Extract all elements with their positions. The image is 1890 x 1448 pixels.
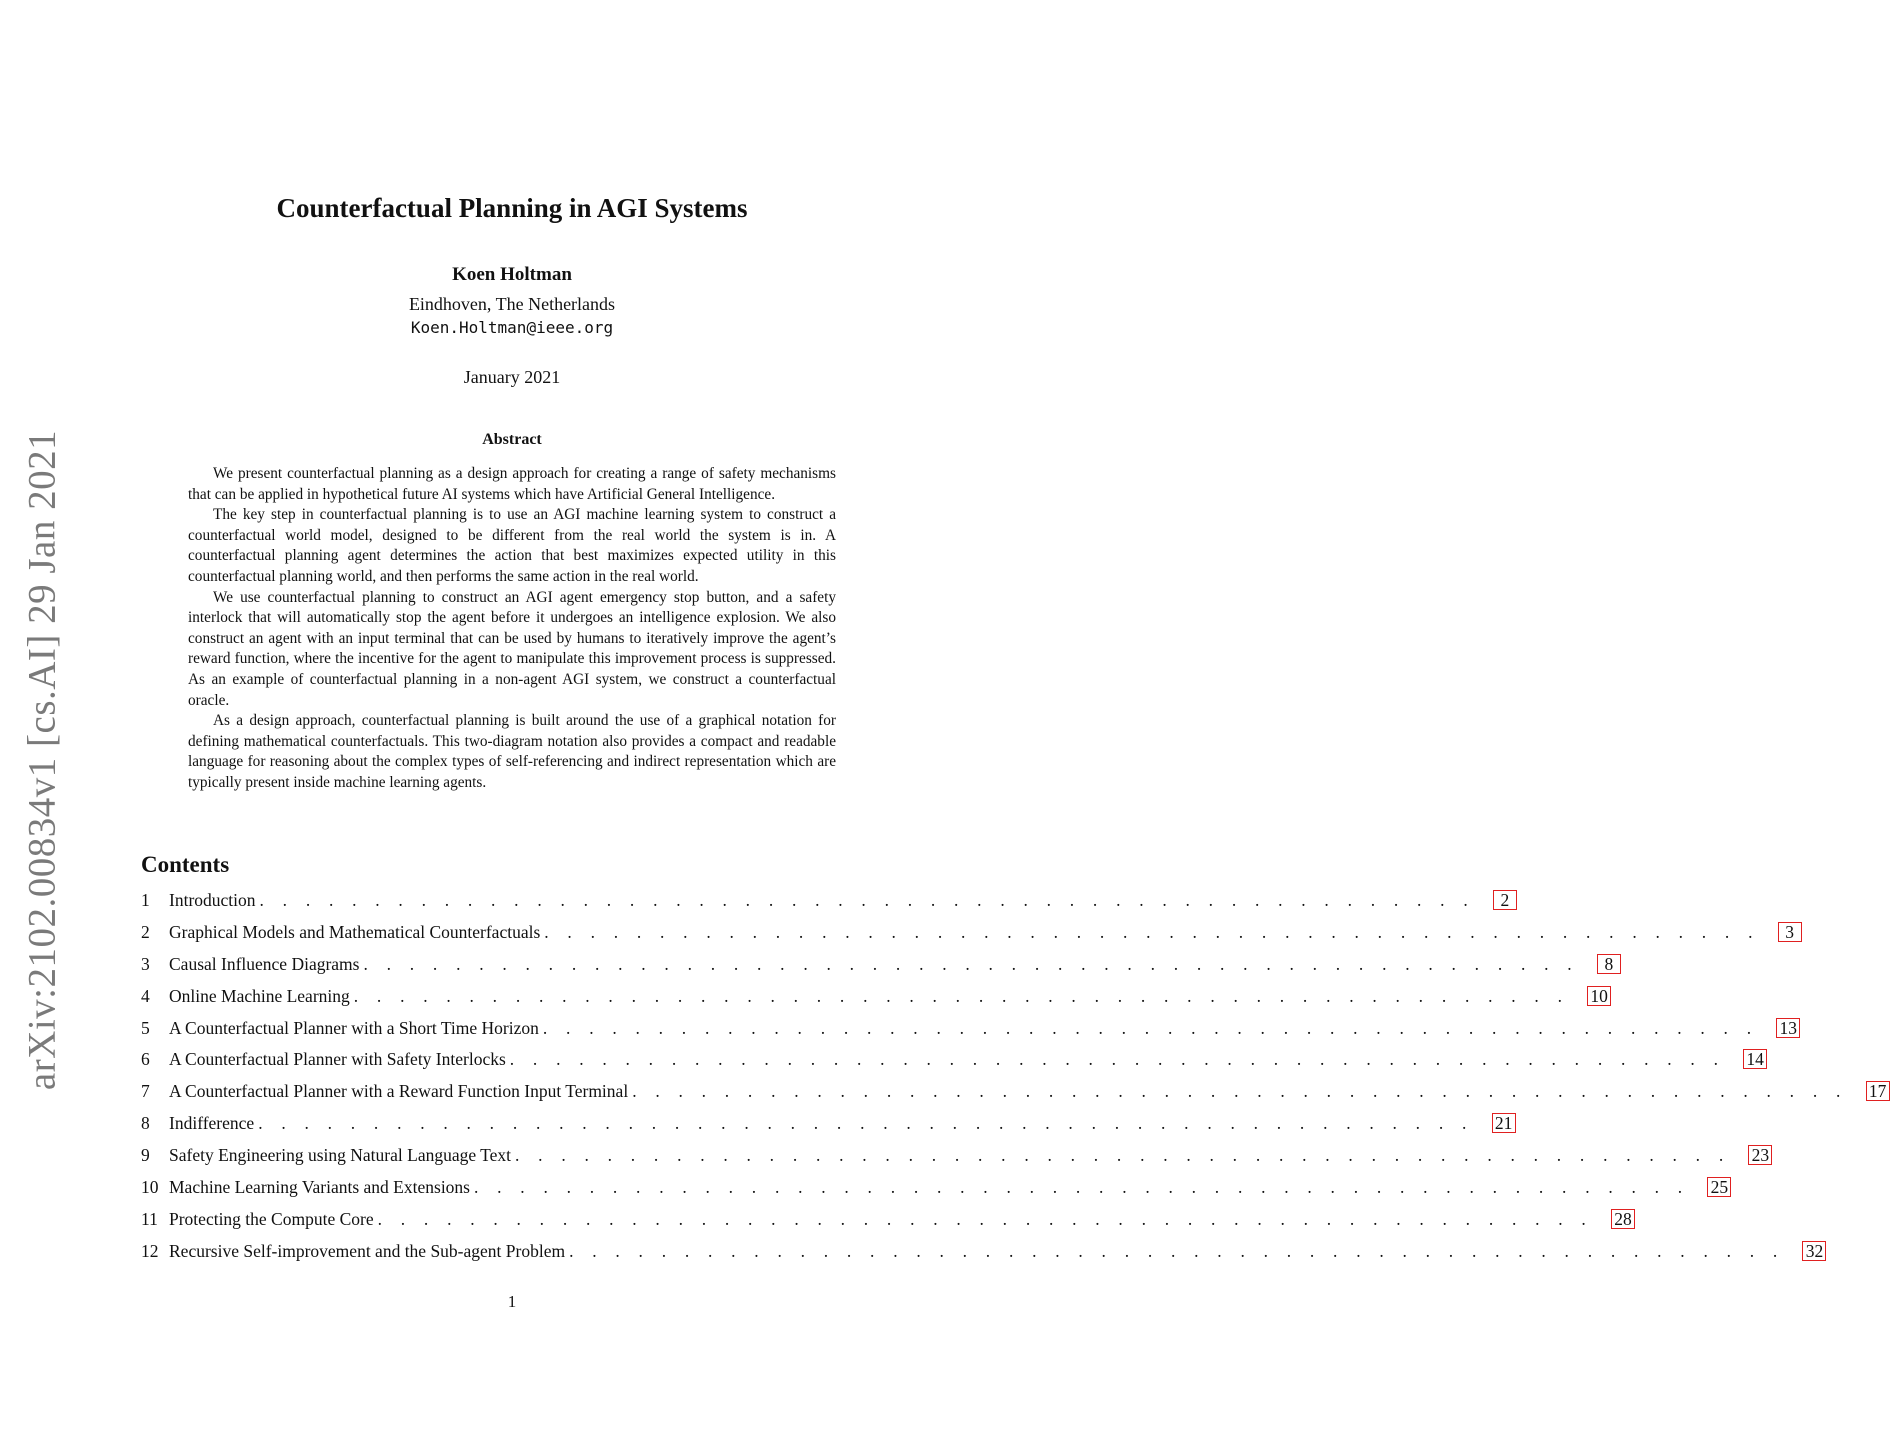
toc-entry — [141, 919, 1795, 951]
toc-leader-dots: . . . . . . . . . . . . . . . . . . . . . . . . . . . . . . . . . . . . . . . . . . . . . . . . . . . . . — [363, 953, 1579, 974]
abstract-body — [188, 464, 836, 794]
toc-entry — [141, 1015, 1798, 1047]
toc-page-link[interactable]: 2 — [1493, 890, 1517, 910]
toc-section-number: 10 — [141, 1177, 159, 1198]
paper-title: Counterfactual Planning in AGI Systems — [276, 193, 748, 223]
toc-section-number: 4 — [141, 985, 150, 1006]
toc-section-title: A Counterfactual Planner with Safety Interlocks — [169, 1049, 506, 1070]
toc-page-link[interactable]: 28 — [1611, 1209, 1635, 1229]
toc-leader-dots: . . . . . . . . . . . . . . . . . . . . . . . . . . . . . . . . . . . . . . . . . . . . . . . . . . . . . — [569, 1240, 1785, 1261]
toc-section-title: Online Machine Learning — [169, 985, 350, 1006]
toc-entry — [141, 1078, 1887, 1110]
arxiv-identifier-stamp: arXiv:2102.00834v1 [cs.AI] 29 Jan 2021 — [20, 429, 64, 1091]
toc-page-link[interactable]: 10 — [1587, 986, 1611, 1006]
toc-section-number: 5 — [141, 1017, 150, 1038]
toc-section-title: Introduction — [169, 890, 256, 910]
author-email-link[interactable]: Koen.Holtman@ieee.org — [410, 318, 614, 337]
toc-section-number: 11 — [141, 1208, 158, 1229]
toc-entry — [141, 951, 1614, 983]
toc-leader-dots: . . . . . . . . . . . . . . . . . . . . . . . . . . . . . . . . . . . . . . . . . . . . . . . . . . . . . — [353, 985, 1570, 1006]
toc-entry — [141, 1046, 1764, 1078]
toc-leader-dots: . . . . . . . . . . . . . . . . . . . . . . . . . . . . . . . . . . . . . . . . . . . . . . . . . . . . . — [258, 1113, 1474, 1134]
toc-section-title: Graphical Models and Mathematical Counterfactuals — [169, 921, 541, 942]
toc-entry — [141, 1238, 1824, 1270]
toc-section-number: 3 — [141, 953, 150, 974]
toc-leader-dots: . . . . . . . . . . . . . . . . . . . . . . . . . . . . . . . . . . . . . . . . . . . . . . . . . . . . . — [259, 890, 1475, 910]
page-number: 1 — [507, 1292, 517, 1311]
toc-section-number: 1 — [141, 890, 150, 910]
toc-section-number: 7 — [141, 1081, 150, 1102]
abstract-paragraph: We use counterfactual planning to construct an AGI agent emergency stop button, and a safety interlock that will automatically stop the agent before it undergoes an intelligence explosion. We also construct an agent with an input terminal that can be used by humans to iteratively improve the agent’s reward function, where the incentive for the agent to manipulate this improvement process is suppressed. As an example of counterfactual planning in a non-agent AGI system, we construct a counterfactual oracle. — [188, 588, 836, 709]
toc-page-link[interactable]: 17 — [1866, 1081, 1890, 1101]
toc-page-link[interactable]: 25 — [1707, 1177, 1731, 1197]
toc-entry — [141, 983, 1608, 1015]
toc-leader-dots: . . . . . . . . . . . . . . . . . . . . . . . . . . . . . . . . . . . . . . . . . . . . . . . . . . . . . — [509, 1049, 1726, 1070]
paper-date: January 2021 — [463, 367, 561, 387]
toc-section-title: A Counterfactual Planner with a Reward Function Input Terminal — [169, 1081, 629, 1102]
author-affiliation: Eindhoven, The Netherlands — [408, 294, 616, 314]
toc-section-title: Safety Engineering using Natural Language Text — [169, 1145, 512, 1166]
toc-page-link[interactable]: 23 — [1748, 1145, 1772, 1165]
abstract-paragraph: The key step in counterfactual planning is to use an AGI machine learning system to construct a counterfactual world model, designed to be different from the real world the system is in. A counterfactual planning agent determines the action that best maximizes expected utility in this counterfactual planning world, and then performs the same action in the real world. — [188, 506, 836, 585]
contents-heading: Contents — [141, 852, 230, 877]
toc-entry — [141, 1206, 1632, 1238]
toc-leader-dots: . . . . . . . . . . . . . . . . . . . . . . . . . . . . . . . . . . . . . . . . . . . . . . . . . . . . . — [474, 1177, 1690, 1198]
toc-leader-dots: . . . . . . . . . . . . . . . . . . . . . . . . . . . . . . . . . . . . . . . . . . . . . . . . . . . . . — [632, 1081, 1848, 1102]
abstract-heading: Abstract — [482, 431, 542, 448]
toc-page-link[interactable]: 21 — [1492, 1113, 1516, 1133]
abstract-paragraph: As a design approach, counterfactual planning is built around the use of a graphical notation for defining mathematical counterfactuals. This two-diagram notation also provides a compact and readable language for reasoning about the complex types of self-referencing and indirect representation which are typically present inside machine learning agents. — [188, 712, 836, 791]
toc-entry — [141, 887, 1510, 919]
table-of-contents — [141, 887, 1887, 1270]
toc-section-number: 12 — [141, 1240, 159, 1261]
toc-leader-dots: . . . . . . . . . . . . . . . . . . . . . . . . . . . . . . . . . . . . . . . . . . . . . . . . . . . . . — [515, 1145, 1731, 1166]
toc-section-title: Causal Influence Diagrams — [169, 953, 360, 974]
toc-entry — [141, 1110, 1513, 1142]
toc-entry — [141, 1174, 1729, 1206]
toc-section-number: 6 — [141, 1049, 150, 1070]
toc-section-title: A Counterfactual Planner with a Short Time Horizon — [169, 1017, 539, 1038]
toc-page-link[interactable]: 32 — [1802, 1241, 1826, 1261]
toc-section-number: 9 — [141, 1145, 150, 1166]
toc-page-link[interactable]: 14 — [1743, 1049, 1767, 1069]
toc-section-number: 8 — [141, 1113, 150, 1134]
toc-section-title: Recursive Self-improvement and the Sub-agent Problem — [169, 1240, 566, 1261]
toc-leader-dots: . . . . . . . . . . . . . . . . . . . . . . . . . . . . . . . . . . . . . . . . . . . . . . . . . . . . . — [377, 1208, 1593, 1229]
toc-section-title: Indifference — [169, 1113, 255, 1134]
toc-entry — [141, 1142, 1770, 1174]
toc-section-title: Protecting the Compute Core — [169, 1208, 374, 1229]
toc-page-link[interactable]: 8 — [1597, 954, 1621, 974]
toc-section-title: Machine Learning Variants and Extensions — [169, 1177, 470, 1198]
abstract-paragraph: We present counterfactual planning as a design approach for creating a range of safety mechanisms that can be applied in hypothetical future AI systems which have Artificial General Intelligence. — [188, 465, 836, 503]
toc-leader-dots: . . . . . . . . . . . . . . . . . . . . . . . . . . . . . . . . . . . . . . . . . . . . . . . . . . . . . — [542, 1017, 1759, 1038]
author-name: Koen Holtman — [452, 264, 572, 285]
toc-page-link[interactable]: 13 — [1776, 1018, 1800, 1038]
toc-page-link[interactable]: 3 — [1778, 922, 1802, 942]
toc-section-number: 2 — [141, 921, 150, 942]
toc-leader-dots: . . . . . . . . . . . . . . . . . . . . . . . . . . . . . . . . . . . . . . . . . . . . . . . . . . . . . — [544, 921, 1760, 942]
